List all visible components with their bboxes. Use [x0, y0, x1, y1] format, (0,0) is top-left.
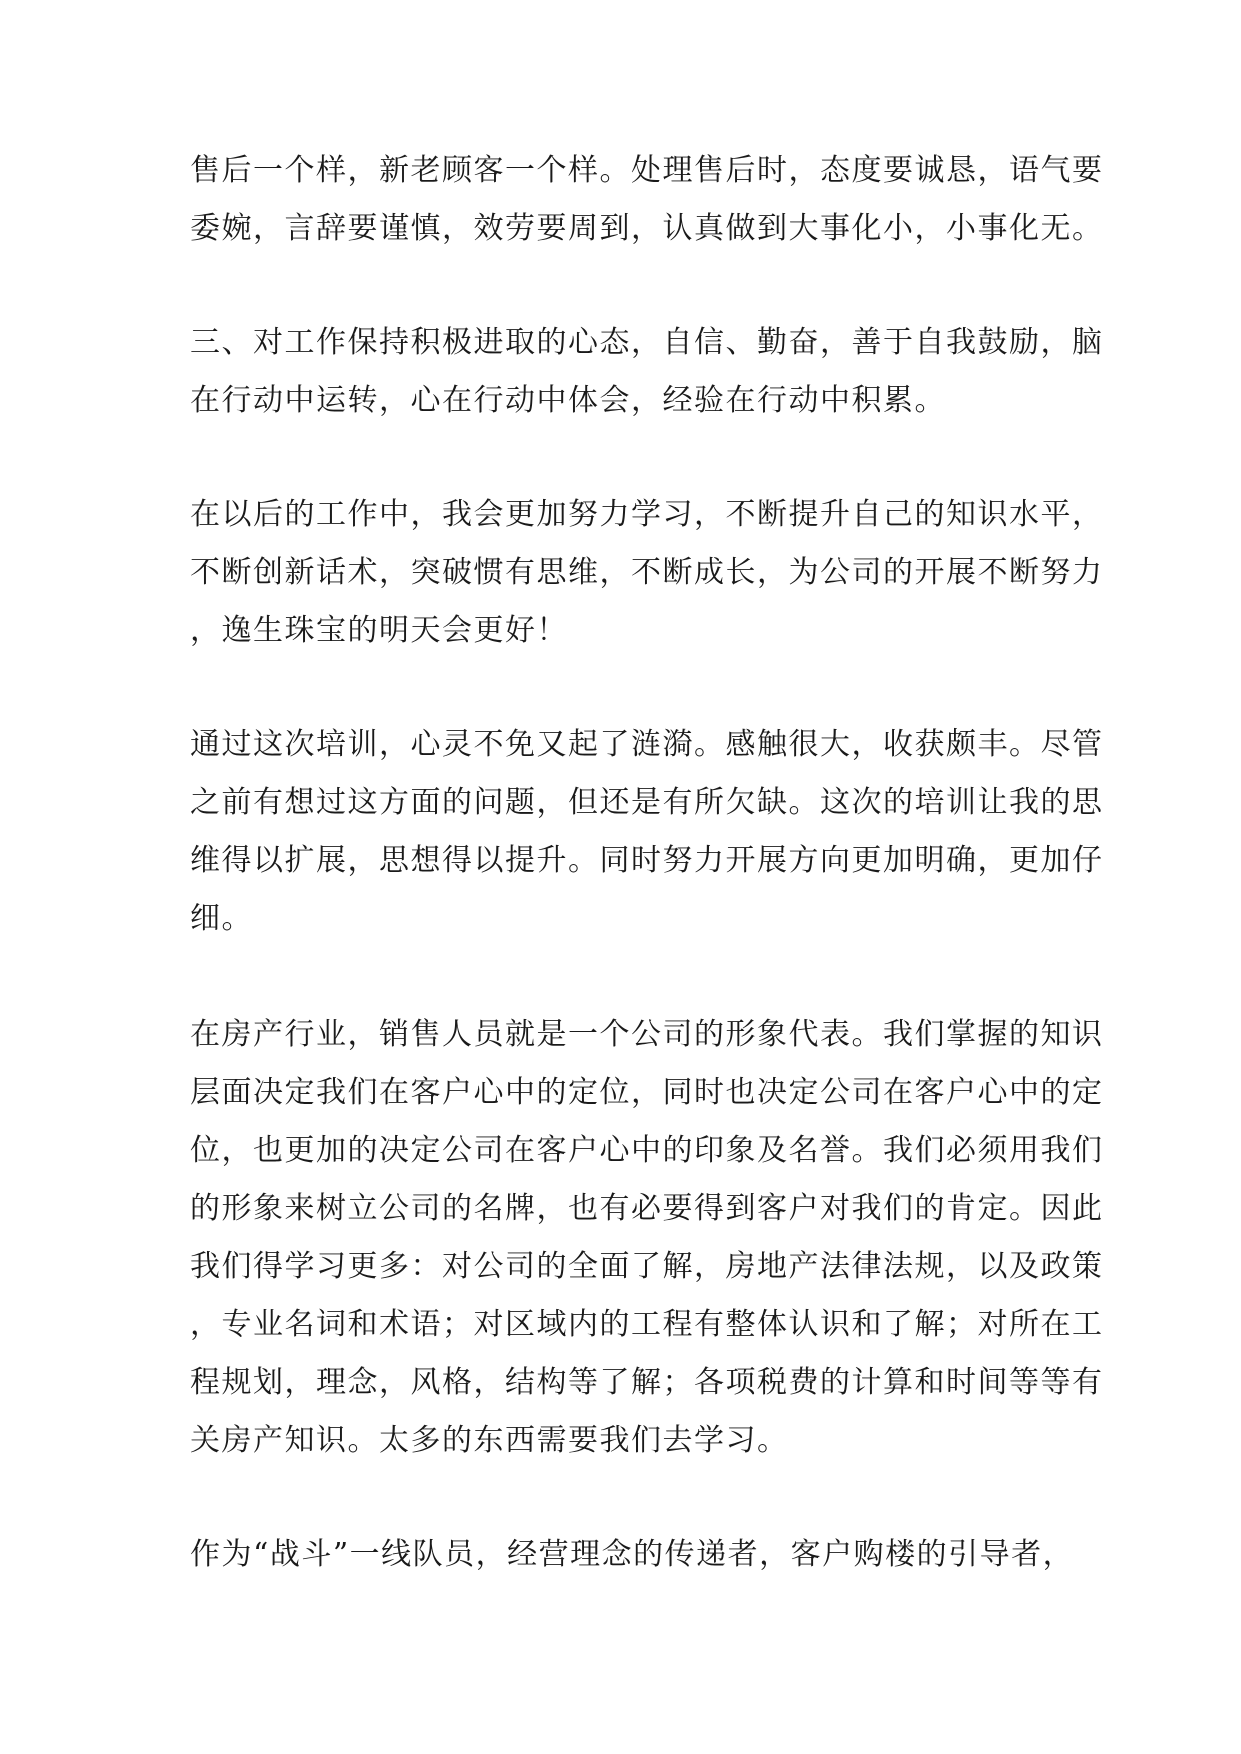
text-line: 委婉，言辞要谨慎，效劳要周到，认真做到大事化小，小事化无。 — [190, 211, 1104, 246]
paragraph-frontline — [190, 1526, 1075, 1584]
text-line: 的形象来树立公司的名牌，也有必要得到客户对我们的肯定。因此 — [190, 1191, 1104, 1226]
text-line: 细。 — [190, 901, 253, 936]
text-line: 在房产行业，销售人员就是一个公司的形象代表。我们掌握的知识 — [190, 1017, 1104, 1052]
text-line: 位，也更加的决定公司在客户心中的印象及名誉。我们必须用我们 — [190, 1133, 1104, 1168]
paragraph-training-reflection — [190, 716, 1104, 948]
text-line: 程规划，理念，风格，结构等了解；各项税费的计算和时间等等有 — [190, 1365, 1104, 1400]
text-line: 作为“战斗”一线队员，经营理念的传递者，客户购楼的引导者， — [190, 1537, 1075, 1572]
text-line: 不断创新话术，突破惯有思维，不断成长，为公司的开展不断努力 — [190, 555, 1104, 590]
text-line: 在以后的工作中，我会更加努力学习，不断提升自己的知识水平， — [190, 497, 1104, 532]
text-line: 在行动中运转，心在行动中体会，经验在行动中积累。 — [190, 383, 946, 418]
text-line: 售后一个样，新老顾客一个样。处理售后时，态度要诚恳，语气要 — [190, 153, 1104, 188]
text-line: ，逸生珠宝的明天会更好！ — [190, 613, 568, 648]
text-line: 我们得学习更多：对公司的全面了解，房地产法律法规，以及政策 — [190, 1249, 1104, 1284]
text-line: ，专业名词和术语；对区域内的工程有整体认识和了解；对所在工 — [190, 1307, 1104, 1342]
text-line: 之前有想过这方面的问题，但还是有所欠缺。这次的培训让我的思 — [190, 785, 1104, 820]
paragraph-real-estate — [190, 1006, 1104, 1470]
text-line: 层面决定我们在客户心中的定位，同时也决定公司在客户心中的定 — [190, 1075, 1104, 1110]
text-line: 维得以扩展，思想得以提升。同时努力开展方向更加明确，更加仔 — [190, 843, 1104, 878]
paragraph-future-work — [190, 486, 1104, 660]
text-line: 通过这次培训，心灵不免又起了涟漪。感触很大，收获颇丰。尽管 — [190, 727, 1104, 762]
text-line: 关房产知识。太多的东西需要我们去学习。 — [190, 1423, 789, 1458]
paragraph-after-sales — [190, 142, 1104, 258]
text-line: 三、对工作保持积极进取的心态，自信、勤奋，善于自我鼓励，脑 — [190, 325, 1104, 360]
paragraph-attitude — [190, 314, 1104, 430]
